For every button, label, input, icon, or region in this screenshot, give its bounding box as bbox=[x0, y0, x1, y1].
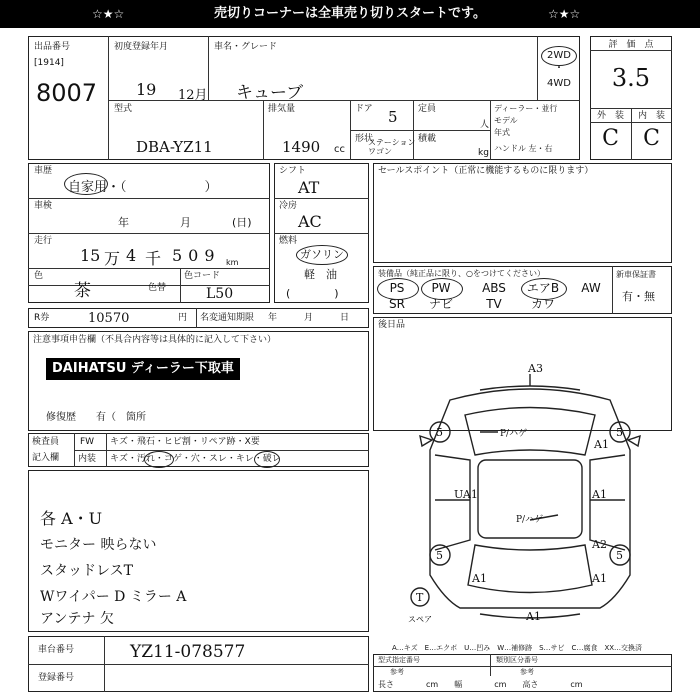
lot-sub: [1914] bbox=[34, 58, 64, 68]
dmg-a2: A2 bbox=[592, 538, 607, 551]
displacement-unit: cc bbox=[334, 144, 345, 155]
mileage-man: 15 bbox=[80, 246, 101, 265]
color-label: 色 bbox=[34, 271, 44, 281]
equip-ps: PS bbox=[389, 281, 405, 295]
chassis-label: 車台番号 bbox=[38, 645, 75, 655]
dmg-5-fr: 5 bbox=[616, 426, 623, 439]
scuff-circle bbox=[254, 451, 280, 468]
chassis-value: YZ11-078577 bbox=[130, 642, 246, 662]
fuel-label: 燃料 bbox=[279, 236, 298, 246]
dmg-5-rr: 5 bbox=[616, 549, 623, 562]
usage-label: 車歴 bbox=[34, 166, 53, 176]
drive-2wd: 2WD bbox=[547, 50, 571, 61]
dmg-pillar: P/ハゲ bbox=[500, 429, 528, 439]
handwritten-line-4: Wワイパー D ミラー A bbox=[40, 589, 187, 605]
banner-stars-left: ☆★☆ bbox=[92, 7, 125, 21]
recycle-value: 10570 bbox=[88, 311, 130, 326]
inspector-label2: 記入欄 bbox=[32, 453, 60, 463]
dmg-center: P/ハゲ bbox=[516, 515, 544, 525]
damage-legend: A…キズ E…エクボ U…凹み W…補修跡 S…サビ C…腐食 XX…交換済 bbox=[392, 644, 643, 652]
handwritten-line-2: モニター 映らない bbox=[40, 537, 157, 553]
equipment-label: 装備品（純正品に限り、○をつけてください） bbox=[378, 269, 545, 278]
handwritten-line-5: アンテナ 欠 bbox=[40, 611, 114, 627]
mileage-label: 走行 bbox=[34, 236, 53, 246]
equip-leather: カワ bbox=[530, 297, 555, 311]
equip-sr: SR bbox=[389, 297, 405, 311]
exterior-label: 外 装 bbox=[596, 111, 624, 121]
equip-airbag-circle bbox=[521, 278, 567, 300]
interior-grade: C bbox=[643, 126, 660, 151]
inspection-month: 月 bbox=[180, 216, 191, 229]
size-ref-2: 参考 bbox=[520, 668, 534, 676]
warranty-value: 有・無 bbox=[622, 290, 655, 303]
handwritten-line-3: スタッドレスT bbox=[40, 563, 133, 579]
mileage-man-label: 万 bbox=[104, 249, 121, 268]
dmg-ua1: UA1 bbox=[454, 488, 478, 501]
size-label-1: 型式指定番号 bbox=[378, 656, 420, 664]
interior-insp-items: キズ・汚れ・コゲ・穴・スレ・キレ・破レ bbox=[110, 454, 281, 464]
later-items-label: 後日品 bbox=[378, 320, 406, 330]
fw-items: キズ・飛石・ヒビ割・リペア跡・X要 bbox=[110, 437, 260, 447]
dmg-a1-right-1: A1 bbox=[592, 488, 607, 501]
dealer-line1: ディーラー・並行 bbox=[494, 104, 558, 113]
shift-label: シフト bbox=[279, 166, 307, 176]
repair-history: 修復歴 有（ 箇所 bbox=[46, 412, 146, 423]
warranty-label: 新車保証書 bbox=[616, 270, 656, 279]
inspection-year: 年 bbox=[118, 216, 129, 229]
color-change-label: 色替 bbox=[148, 283, 167, 293]
equip-pw-circle bbox=[421, 278, 463, 300]
mileage-rest: 509 bbox=[172, 246, 221, 265]
dmg-5-fl: 5 bbox=[436, 426, 443, 439]
dmg-a1-front-right: A1 bbox=[594, 438, 609, 451]
recycle-label: R券 bbox=[34, 313, 50, 323]
first-reg-label: 初度登録年月 bbox=[114, 42, 169, 52]
dealer-line3: 年式 bbox=[494, 128, 510, 137]
equip-abs: ABS bbox=[482, 281, 506, 295]
capacity-unit: 人 bbox=[480, 120, 490, 130]
shape-value: ステーション ワゴン bbox=[368, 138, 416, 156]
dmg-a3: A3 bbox=[528, 362, 543, 375]
inspector-label: 検査員 bbox=[32, 437, 60, 447]
stain-circle bbox=[144, 451, 174, 468]
dmg-a1-bottom: A1 bbox=[526, 610, 541, 623]
banner-stars-right: ☆★☆ bbox=[548, 7, 581, 21]
fw-label: FW bbox=[80, 437, 95, 447]
damage-diagram bbox=[380, 360, 680, 640]
sales-point-label: セールスポイント（正常に機能するものに限ります） bbox=[378, 166, 594, 176]
fuel-other: ( ) bbox=[286, 287, 339, 300]
fuel-diesel: 軽 油 bbox=[304, 268, 337, 281]
fuel-gas: ガソリン bbox=[300, 248, 344, 261]
dmg-a1-rear-left: A1 bbox=[472, 572, 487, 585]
shift-value: AT bbox=[298, 178, 320, 197]
usage-value: 自家用・（ ） bbox=[68, 180, 218, 195]
displacement-label: 排気量 bbox=[268, 104, 296, 114]
ac-label: 冷房 bbox=[279, 201, 298, 211]
dmg-spare-mark: T bbox=[416, 591, 424, 604]
equip-airbag: エアB bbox=[526, 281, 560, 295]
first-reg-month: 12月 bbox=[178, 88, 208, 103]
door-label: ドア bbox=[355, 104, 373, 114]
exterior-grade: C bbox=[602, 126, 619, 151]
color-code-value: L50 bbox=[206, 286, 234, 302]
interior-insp-label: 内装 bbox=[78, 454, 97, 464]
name-change-date: 年 月 日 bbox=[268, 313, 350, 323]
plate-label: 登録番号 bbox=[38, 673, 75, 683]
inspection-day: (日) bbox=[232, 216, 252, 229]
shape-label: 形状 bbox=[355, 134, 374, 144]
load-label: 積載 bbox=[418, 134, 437, 144]
notes-label: 注意事項申告欄（不具合内容等は具体的に記入して下さい） bbox=[33, 335, 277, 345]
dmg-a1-right-2: A1 bbox=[592, 572, 607, 585]
capacity-label: 定員 bbox=[418, 104, 437, 114]
load-unit: kg bbox=[478, 148, 489, 158]
drive-4wd: 4WD bbox=[547, 78, 571, 89]
interior-label: 内 装 bbox=[637, 111, 665, 121]
color-code-label: 色コード bbox=[184, 271, 221, 281]
equip-navi: ナビ bbox=[428, 297, 453, 311]
dealer-line4: ハンドル 左・右 bbox=[494, 144, 553, 153]
dmg-5-rl: 5 bbox=[436, 549, 443, 562]
lot-label: 出品番号 bbox=[34, 42, 71, 52]
mileage-sen: 4 bbox=[126, 246, 137, 265]
size-ref-1: 参考 bbox=[390, 668, 404, 676]
first-reg-year: 19 bbox=[136, 80, 157, 99]
score-label: 評 価 点 bbox=[608, 40, 654, 50]
ac-value: AC bbox=[298, 212, 322, 231]
fuel-circle bbox=[296, 245, 348, 265]
notes-tag: DAIHATSU ディーラー下取車 bbox=[46, 358, 240, 380]
banner bbox=[0, 0, 700, 28]
inspection-label: 車検 bbox=[34, 201, 53, 211]
equip-tv: TV bbox=[486, 297, 502, 311]
door-value: 5 bbox=[388, 108, 398, 126]
dealer-line2: モデル bbox=[494, 116, 518, 125]
sales-point-box bbox=[373, 163, 672, 263]
handwritten-line-1: 各 A・U bbox=[40, 509, 103, 528]
usage-circle bbox=[64, 173, 108, 195]
mileage-unit: km bbox=[226, 258, 239, 267]
model-label: 型式 bbox=[114, 104, 133, 114]
equip-ps-circle bbox=[377, 278, 419, 300]
equip-aw: AW bbox=[581, 281, 601, 295]
mileage-sen-label: 千 bbox=[145, 249, 162, 268]
size-label-2: 類別区分番号 bbox=[496, 656, 538, 664]
score-value: 3.5 bbox=[611, 64, 651, 92]
lot-number: 8007 bbox=[36, 79, 98, 107]
drive-dot: ・ bbox=[554, 63, 564, 74]
recycle-yen: 円 bbox=[178, 313, 188, 323]
color-value: 茶 bbox=[74, 281, 91, 301]
car-name-value: キューブ bbox=[236, 83, 304, 103]
dmg-spare-label: スペア bbox=[408, 615, 432, 624]
name-change-label: 名変通知期限 bbox=[200, 313, 255, 323]
banner-text: 売切りコーナーは全車売り切りスタートです。 bbox=[214, 6, 486, 21]
equip-pw: PW bbox=[431, 281, 451, 295]
size-dims: 長さ cm 幅 cm 高さ cm bbox=[378, 680, 583, 689]
model-value: DBA-YZ11 bbox=[136, 138, 213, 156]
car-name-label: 車名・グレード bbox=[214, 42, 278, 52]
displacement-value: 1490 bbox=[282, 138, 321, 156]
